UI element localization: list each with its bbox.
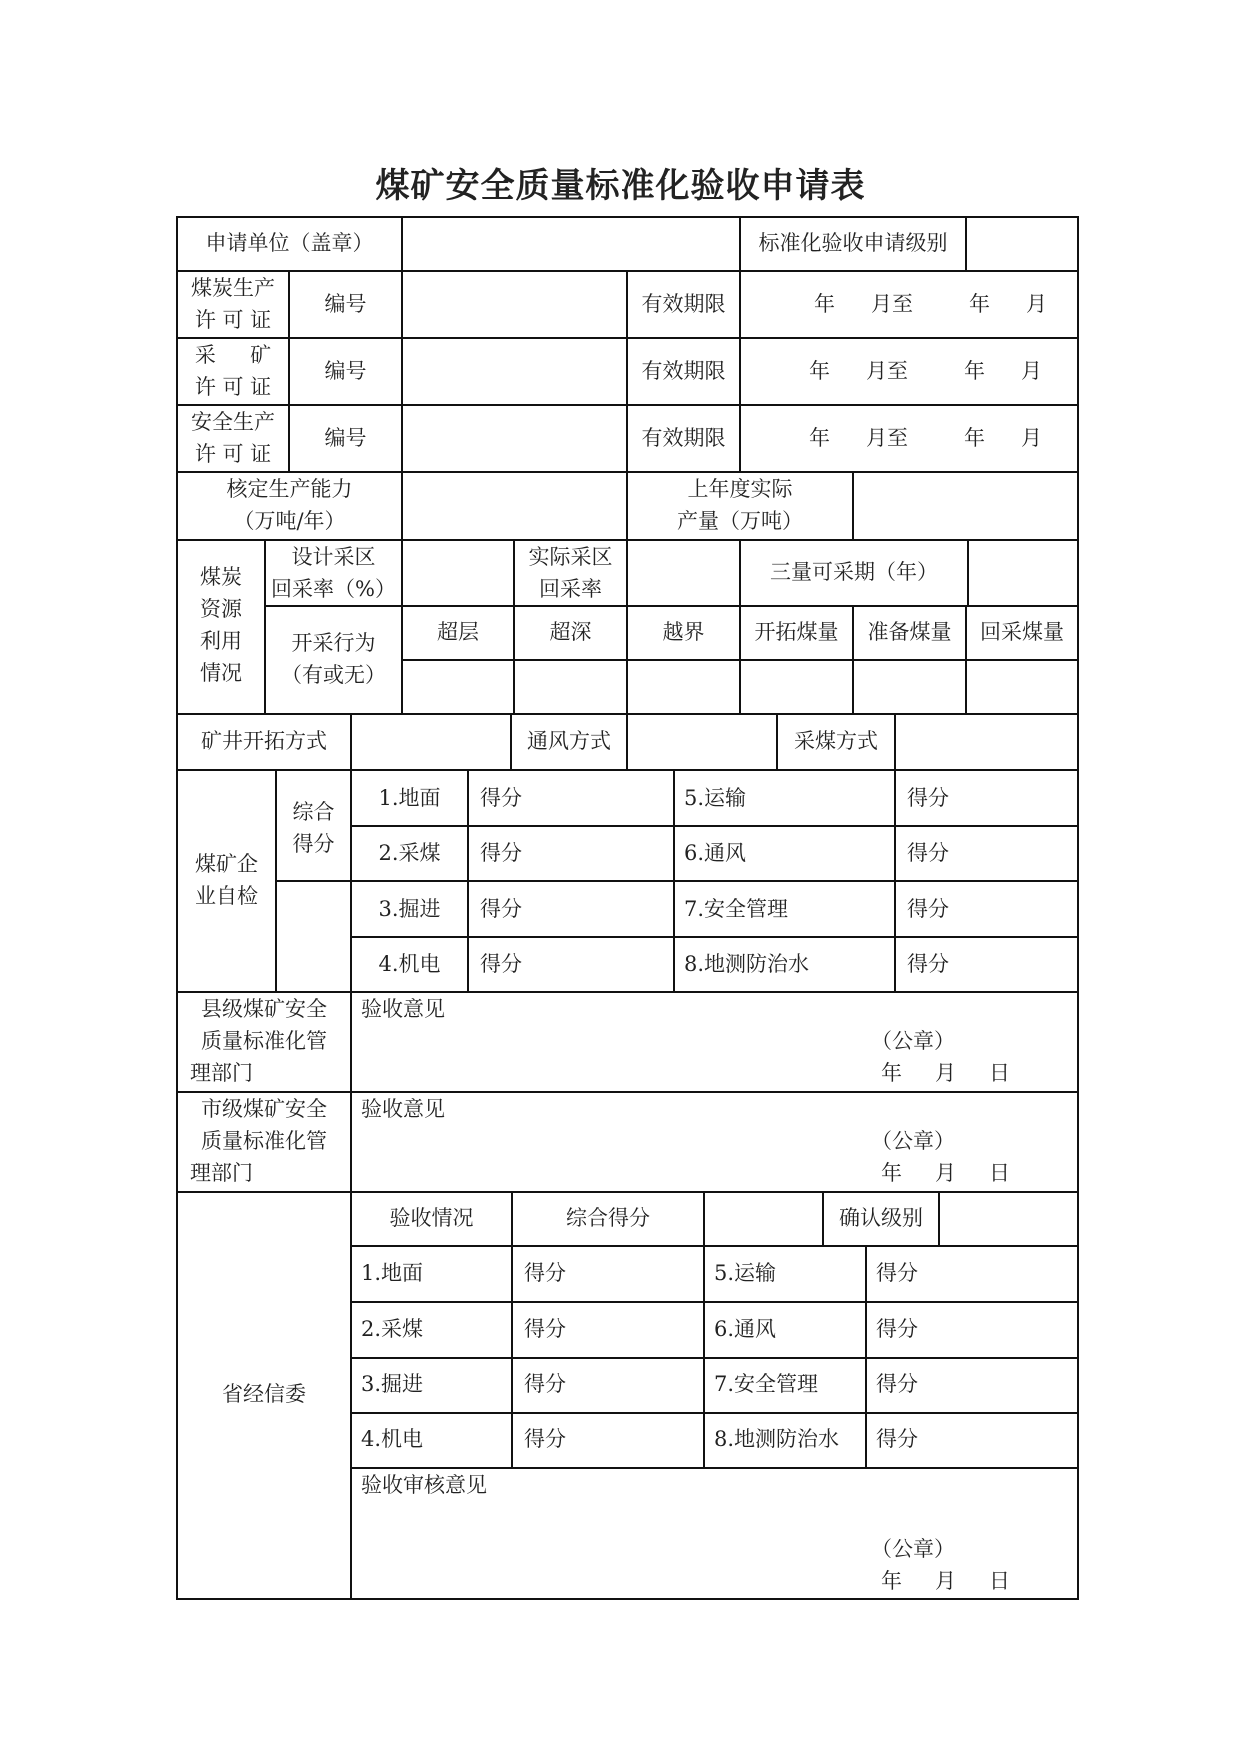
prov-item-electromechanical: 4.机电 [361, 1427, 424, 1451]
city-opinion-field[interactable] [352, 1093, 1077, 1191]
validity-label: 有效期限 [641, 359, 726, 383]
date-month: 月 [1021, 426, 1042, 450]
city-date-month: 月 [935, 1161, 956, 1185]
mining-license-line2: 许 可 证 [194, 375, 272, 399]
col-line [673, 769, 675, 991]
province-composite-field[interactable] [705, 1193, 822, 1245]
prov-score-label: 得分 [876, 1372, 918, 1396]
prov-item-transport: 5.运输 [714, 1261, 777, 1285]
safety-license-number-field[interactable] [403, 406, 626, 471]
row-line [264, 605, 1079, 607]
composite-score-line1: 综合 [292, 800, 335, 824]
city-dept-line3: 理部门 [190, 1161, 253, 1185]
city-opinion-label: 验收意见 [361, 1097, 445, 1121]
prepared-coal-field[interactable] [854, 661, 965, 713]
city-seal-label: （公章） [871, 1129, 955, 1153]
confirm-level-field[interactable] [940, 1193, 1077, 1245]
prov-score-label: 得分 [524, 1261, 566, 1285]
coal-license-line1: 煤炭生产 [191, 276, 275, 300]
ventilation-method-field[interactable] [628, 715, 776, 769]
actual-recovery-field[interactable] [628, 541, 739, 605]
col-over-layer: 超层 [437, 620, 479, 644]
mining-behavior-line2: （有或无） [281, 663, 386, 687]
three-reserve-field[interactable] [969, 541, 1077, 605]
actual-recovery-line1: 实际采区 [528, 545, 613, 569]
self-item-electromechanical: 4.机电 [378, 952, 441, 976]
county-date-year: 年 [881, 1061, 902, 1085]
form-title: 煤矿安全质量标准化验收申请表 [375, 166, 866, 206]
mining-license-line1: 采 矿 [194, 343, 272, 367]
self-score-label: 得分 [480, 952, 522, 976]
design-recovery-line1: 设计采区 [291, 545, 376, 569]
prov-score-label: 得分 [524, 1372, 566, 1396]
self-score-label: 得分 [907, 841, 949, 865]
over-depth-field[interactable] [515, 661, 626, 713]
actual-output-line1: 上年度实际 [687, 477, 793, 501]
col-line [739, 270, 741, 471]
self-check-line1: 煤矿企 [195, 852, 258, 876]
ventilation-method-label: 通风方式 [527, 729, 611, 753]
self-item-safety-management: 7.安全管理 [684, 897, 789, 921]
resources-group-line4: 情况 [200, 661, 242, 685]
row-line [350, 936, 1079, 938]
coal-mining-method-label: 采煤方式 [794, 729, 878, 753]
actual-recovery-line2: 回采率 [539, 577, 602, 601]
county-date-month: 月 [935, 1061, 956, 1085]
row-line [350, 1245, 1079, 1247]
date-month-to: 月至 [871, 292, 913, 316]
row-line [350, 1357, 1079, 1359]
date-month-to: 月至 [866, 359, 908, 383]
col-prepared-coal: 准备煤量 [867, 620, 952, 644]
city-date-day: 日 [989, 1161, 1010, 1185]
resources-group-line2: 资源 [200, 597, 242, 621]
coal-license-number-field[interactable] [403, 272, 626, 337]
over-layer-field[interactable] [403, 661, 513, 713]
self-score-label: 得分 [907, 897, 949, 921]
resources-group-line3: 利用 [200, 629, 242, 653]
coal-license-line2: 许 可 证 [194, 308, 272, 332]
design-recovery-line2: 回采率（%） [271, 577, 396, 601]
validity-label: 有效期限 [641, 426, 726, 450]
prov-score-label: 得分 [876, 1317, 918, 1341]
number-label: 编号 [324, 359, 367, 383]
safety-license-line1: 安全生产 [191, 410, 275, 434]
stoping-coal-field[interactable] [967, 661, 1077, 713]
county-dept-line3: 理部门 [190, 1061, 253, 1085]
self-item-tunneling: 3.掘进 [378, 897, 441, 921]
col-cross-boundary: 越界 [662, 620, 705, 644]
city-dept-line2: 质量标准化管 [201, 1129, 327, 1153]
border-bottom [176, 1598, 1079, 1600]
county-opinion-label: 验收意见 [361, 997, 445, 1021]
col-development-coal: 开拓煤量 [754, 620, 839, 644]
city-dept-line1: 市级煤矿安全 [201, 1097, 327, 1121]
prov-item-ventilation: 6.通风 [714, 1317, 777, 1341]
prov-item-safety-management: 7.安全管理 [714, 1372, 819, 1396]
date-year: 年 [809, 359, 830, 383]
date-year: 年 [969, 292, 990, 316]
three-reserve-label: 三量可采期（年） [770, 560, 938, 584]
self-item-geology-water: 8.地测防治水 [684, 952, 810, 976]
prov-item-tunneling: 3.掘进 [361, 1372, 424, 1396]
province-composite-label: 综合得分 [566, 1206, 650, 1230]
cross-boundary-field[interactable] [628, 661, 739, 713]
date-month: 月 [1021, 359, 1042, 383]
review-opinion-label: 验收审核意见 [361, 1473, 487, 1497]
number-label: 编号 [324, 292, 367, 316]
resources-group-line1: 煤炭 [200, 565, 242, 589]
self-score-label: 得分 [480, 786, 522, 810]
row-line [350, 1301, 1079, 1303]
county-dept-line1: 县级煤矿安全 [201, 997, 327, 1021]
col-line [467, 769, 469, 991]
approved-capacity-field[interactable] [403, 473, 626, 539]
border-right [1077, 216, 1079, 1600]
county-opinion-field[interactable] [352, 993, 1077, 1091]
date-year: 年 [809, 426, 830, 450]
self-score-label: 得分 [480, 897, 522, 921]
mining-behavior-line1: 开采行为 [291, 631, 376, 655]
development-method-label: 矿井开拓方式 [201, 729, 327, 753]
actual-output-field[interactable] [854, 473, 1077, 539]
approved-capacity-line2: （万吨/年） [233, 509, 346, 533]
prov-score-label: 得分 [524, 1427, 566, 1451]
col-line [865, 1245, 867, 1467]
row-line [275, 880, 1079, 882]
col-stoping-coal: 回采煤量 [980, 620, 1064, 644]
prov-item-surface: 1.地面 [361, 1261, 424, 1285]
date-month-to: 月至 [866, 426, 908, 450]
applicant-label: 申请单位（盖章） [205, 231, 374, 255]
self-score-label: 得分 [907, 952, 949, 976]
date-year: 年 [964, 426, 985, 450]
county-seal-label: （公章） [871, 1029, 955, 1053]
date-month: 月 [1026, 292, 1047, 316]
application-form-table [176, 216, 1079, 1600]
self-score-label: 得分 [907, 786, 949, 810]
composite-score-line2: 得分 [292, 832, 335, 856]
level-field[interactable] [967, 218, 1077, 270]
safety-license-line2: 许 可 证 [194, 442, 272, 466]
approved-capacity-line1: 核定生产能力 [226, 477, 353, 501]
development-coal-field[interactable] [741, 661, 852, 713]
prov-score-label: 得分 [876, 1427, 918, 1451]
prov-item-geology-water: 8.地测防治水 [714, 1427, 840, 1451]
province-date-year: 年 [881, 1569, 902, 1593]
coal-mining-method-field[interactable] [896, 715, 1077, 769]
province-name: 省经信委 [222, 1382, 306, 1406]
design-recovery-field[interactable] [403, 541, 513, 605]
number-label: 编号 [324, 426, 367, 450]
confirm-level-label: 确认级别 [839, 1206, 923, 1230]
col-over-depth: 超深 [549, 620, 592, 644]
prov-score-label: 得分 [876, 1261, 918, 1285]
date-year: 年 [814, 292, 835, 316]
review-opinion-field[interactable] [352, 1469, 1077, 1598]
prov-score-label: 得分 [524, 1317, 566, 1341]
self-item-transport: 5.运输 [684, 786, 747, 810]
province-seal-label: （公章） [871, 1537, 955, 1561]
self-check-line2: 业自检 [195, 884, 258, 908]
province-date-day: 日 [989, 1569, 1010, 1593]
province-date-month: 月 [935, 1569, 956, 1593]
row-line [176, 769, 1079, 771]
prov-item-coal-mining: 2.采煤 [361, 1317, 424, 1341]
development-method-field[interactable] [352, 715, 510, 769]
level-label: 标准化验收申请级别 [758, 231, 948, 255]
row-line [350, 825, 1079, 827]
col-line [894, 769, 896, 991]
self-item-surface: 1.地面 [378, 786, 441, 810]
acceptance-status-label: 验收情况 [389, 1206, 474, 1230]
city-date-year: 年 [881, 1161, 902, 1185]
county-dept-line2: 质量标准化管 [201, 1029, 327, 1053]
date-year: 年 [964, 359, 985, 383]
validity-label: 有效期限 [641, 292, 726, 316]
self-item-coal-mining: 2.采煤 [378, 841, 441, 865]
self-score-label: 得分 [480, 841, 522, 865]
self-item-ventilation: 6.通风 [684, 841, 747, 865]
actual-output-line2: 产量（万吨） [677, 509, 803, 533]
applicant-field[interactable] [403, 218, 739, 270]
row-line [350, 1412, 1079, 1414]
mining-license-number-field[interactable] [403, 339, 626, 404]
county-date-day: 日 [989, 1061, 1010, 1085]
